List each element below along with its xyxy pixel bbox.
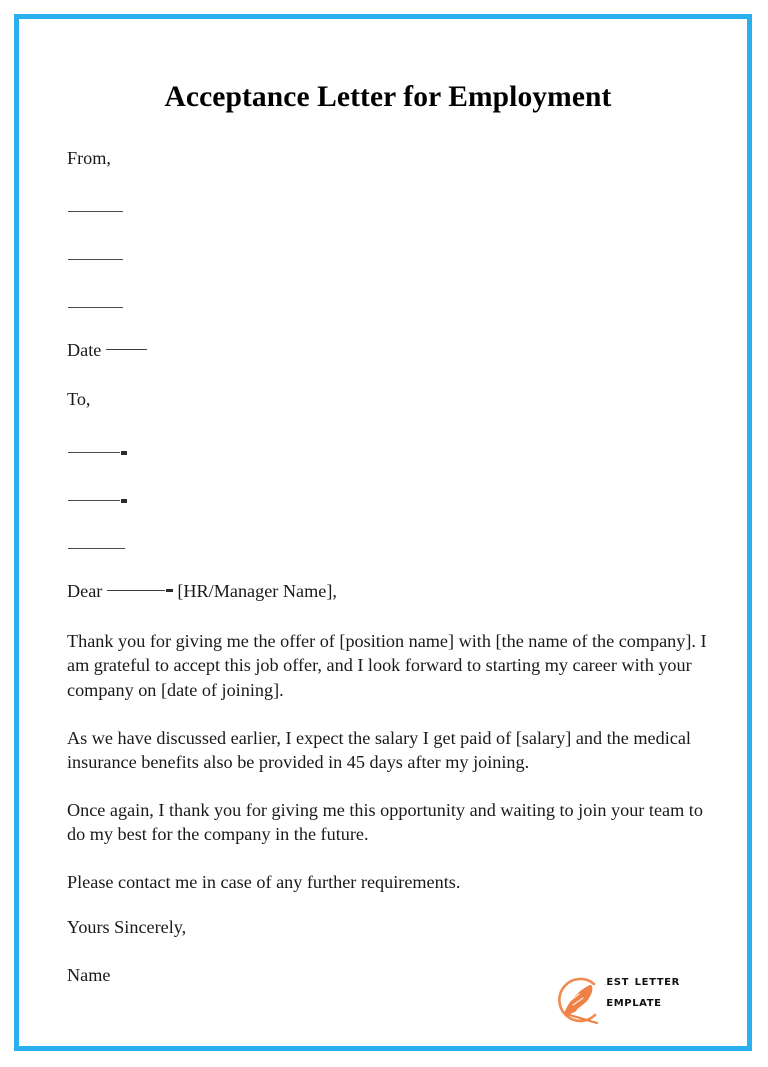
brand-logo-text <box>605 971 725 1029</box>
salutation-placeholder: [HR/Manager Name], <box>177 581 337 601</box>
sender-label: From, <box>67 148 111 168</box>
blank-rule <box>68 259 123 260</box>
blank-rule <box>68 211 123 212</box>
page-border-frame <box>14 14 752 1051</box>
feather-quill-icon <box>549 971 607 1029</box>
sender-blank-line-1[interactable] <box>68 201 123 219</box>
brand-logo-line-1-text: best letter <box>605 973 680 989</box>
blank-rule-dash <box>121 499 127 503</box>
brand-logo-line-1 <box>605 971 725 992</box>
body-paragraph-4: Please contact me in case of any further requirements. <box>67 872 461 892</box>
page-title: Acceptance Letter for Employment <box>164 81 612 113</box>
recipient-label: To, <box>67 389 91 409</box>
recipient-blank-line-1[interactable] <box>68 442 127 460</box>
date-blank-rule <box>106 349 147 350</box>
signature-name-label: Name <box>67 965 111 985</box>
blank-rule <box>68 548 125 549</box>
body-paragraph-2: As we have discussed earlier, I expect the salary I get paid of [salary] and the medical insurance benefits also be provided in 45 days after my joining. <box>67 728 691 773</box>
letter-sheet <box>19 19 757 1056</box>
salutation-dash <box>166 589 173 592</box>
sender-blank-line-2[interactable] <box>68 249 123 267</box>
body-paragraph-1: Thank you for giving me the offer of [position name] with [the name of the company]. I am grateful to accept this job offer, and I look forward to starting my career with your company on [date of joining]. <box>67 631 707 700</box>
date-line[interactable] <box>67 341 150 359</box>
blank-rule <box>68 452 120 453</box>
brand-logo-line-2 <box>605 992 725 1013</box>
brand-logo-line-2-text: template <box>605 993 662 1010</box>
salutation-line <box>67 582 337 600</box>
brand-logo <box>545 965 725 1035</box>
blank-rule-dash <box>121 451 127 455</box>
salutation-greeting: Dear <box>67 581 103 601</box>
recipient-blank-line-2[interactable] <box>68 490 127 508</box>
date-label: Date <box>67 340 102 360</box>
sender-blank-line-3[interactable] <box>68 297 123 315</box>
body-paragraph-3: Once again, I thank you for giving me this opportunity and waiting to join your team to do my best for the company in the future. <box>67 800 703 845</box>
blank-rule <box>68 307 123 308</box>
salutation-blank-rule <box>107 590 165 591</box>
recipient-blank-line-3[interactable] <box>68 538 125 556</box>
blank-rule <box>68 500 120 501</box>
closing-valediction: Yours Sincerely, <box>67 917 187 937</box>
